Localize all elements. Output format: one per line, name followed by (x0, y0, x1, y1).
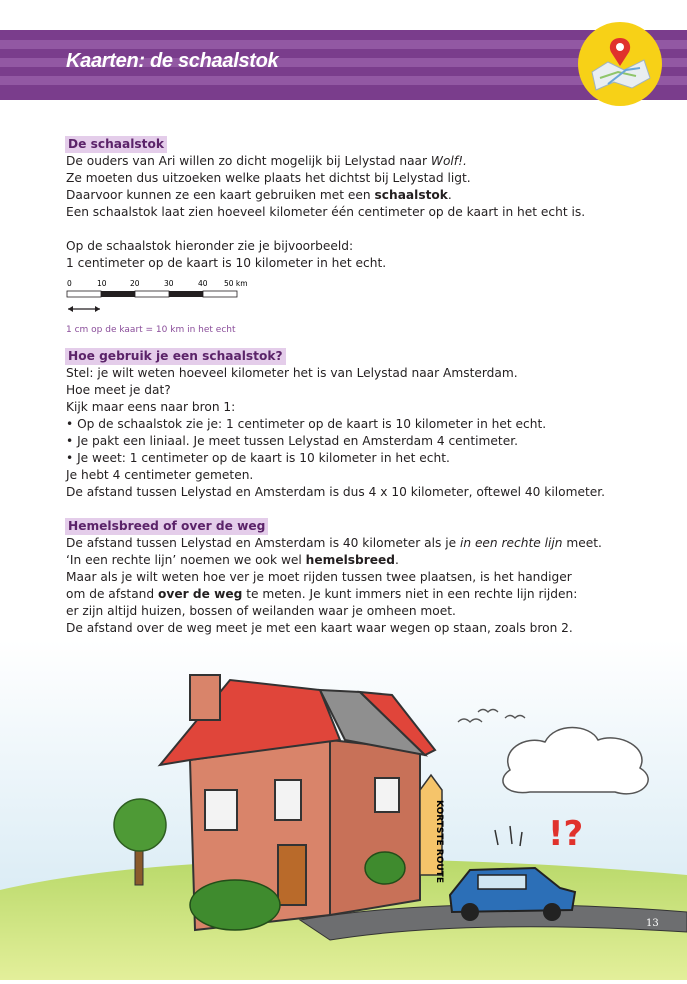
text-line: Je hebt 4 centimeter gemeten. (66, 468, 254, 482)
text-line: Hoe meet je dat? (66, 383, 171, 397)
bullet-item: • Je pakt een liniaal. Je meet tussen Lelystad en Amsterdam 4 centimeter. (66, 434, 518, 448)
text-line: De ouders van Ari willen zo dicht mogelijk bij Lelystad naar Wolf!. (66, 154, 467, 168)
bullet-item: • Je weet: 1 centimeter op de kaart is 10 kilometer in het echt. (66, 451, 450, 465)
text-line: Kijk maar eens naar bron 1: (66, 400, 236, 414)
text-line: 1 centimeter op de kaart is 10 kilometer in het echt. (66, 256, 387, 270)
text-line: De afstand tussen Lelystad en Amsterdam is dus 4 x 10 kilometer, oftewel 40 kilometer. (66, 485, 606, 499)
bullet-item: • Op de schaalstok zie je: 1 centimeter op de kaart is 10 kilometer in het echt. (66, 417, 547, 431)
exclaim-mark: !? (548, 814, 584, 854)
scale-label: 0 (67, 279, 72, 288)
scale-label: 10 (97, 279, 107, 288)
text-line: er zijn altijd huizen, bossen of weilanden waar je omheen moet. (66, 604, 456, 618)
text-line: De afstand over de weg meet je met een kaart waar wegen op staan, zoals bron 2. (66, 621, 573, 635)
route-sign-text: KORTSTE ROUTE (434, 800, 444, 883)
section-heading: Hemelsbreed of over de weg (65, 518, 268, 535)
text-line: Daarvoor kunnen ze een kaart gebruiken met een schaalstok. (66, 188, 452, 202)
section-heading: De schaalstok (65, 136, 167, 153)
text-line: ‘In een rechte lijn’ noemen we ook wel hemelsbreed. (66, 553, 399, 567)
scale-caption: 1 cm op de kaart = 10 km in het echt (66, 325, 236, 335)
house-illustration (0, 640, 687, 980)
text-line: Ze moeten dus uitzoeken welke plaats het dichtst bij Lelystad ligt. (66, 171, 471, 185)
scale-bar (66, 278, 666, 338)
text-line: Maar als je wilt weten hoe ver je moet rijden tussen twee plaatsen, is het handiger (66, 570, 572, 584)
main-content (66, 136, 666, 637)
text-line: om de afstand over de weg te meten. Je kunt immers niet in een rechte lijn rijden: (66, 587, 578, 601)
text-line: De afstand tussen Lelystad en Amsterdam is 40 kilometer als je in een rechte lijn meet. (66, 536, 602, 550)
scale-label: 50 km (224, 279, 248, 288)
page-number: 13 (646, 918, 659, 929)
scale-label: 30 (164, 279, 174, 288)
page-title: Kaarten: de schaalstok (66, 50, 279, 72)
section-heading: Hoe gebruik je een schaalstok? (65, 348, 286, 365)
text-line: Een schaalstok laat zien hoeveel kilometer één centimeter op de kaart in het echt is. (66, 205, 586, 219)
scale-label: 20 (130, 279, 140, 288)
text-line: Op de schaalstok hieronder zie je bijvoorbeeld: (66, 239, 354, 253)
map-pin-icon (578, 22, 662, 106)
text-line: Stel: je wilt weten hoeveel kilometer het is van Lelystad naar Amsterdam. (66, 366, 518, 380)
scale-label: 40 (198, 279, 208, 288)
